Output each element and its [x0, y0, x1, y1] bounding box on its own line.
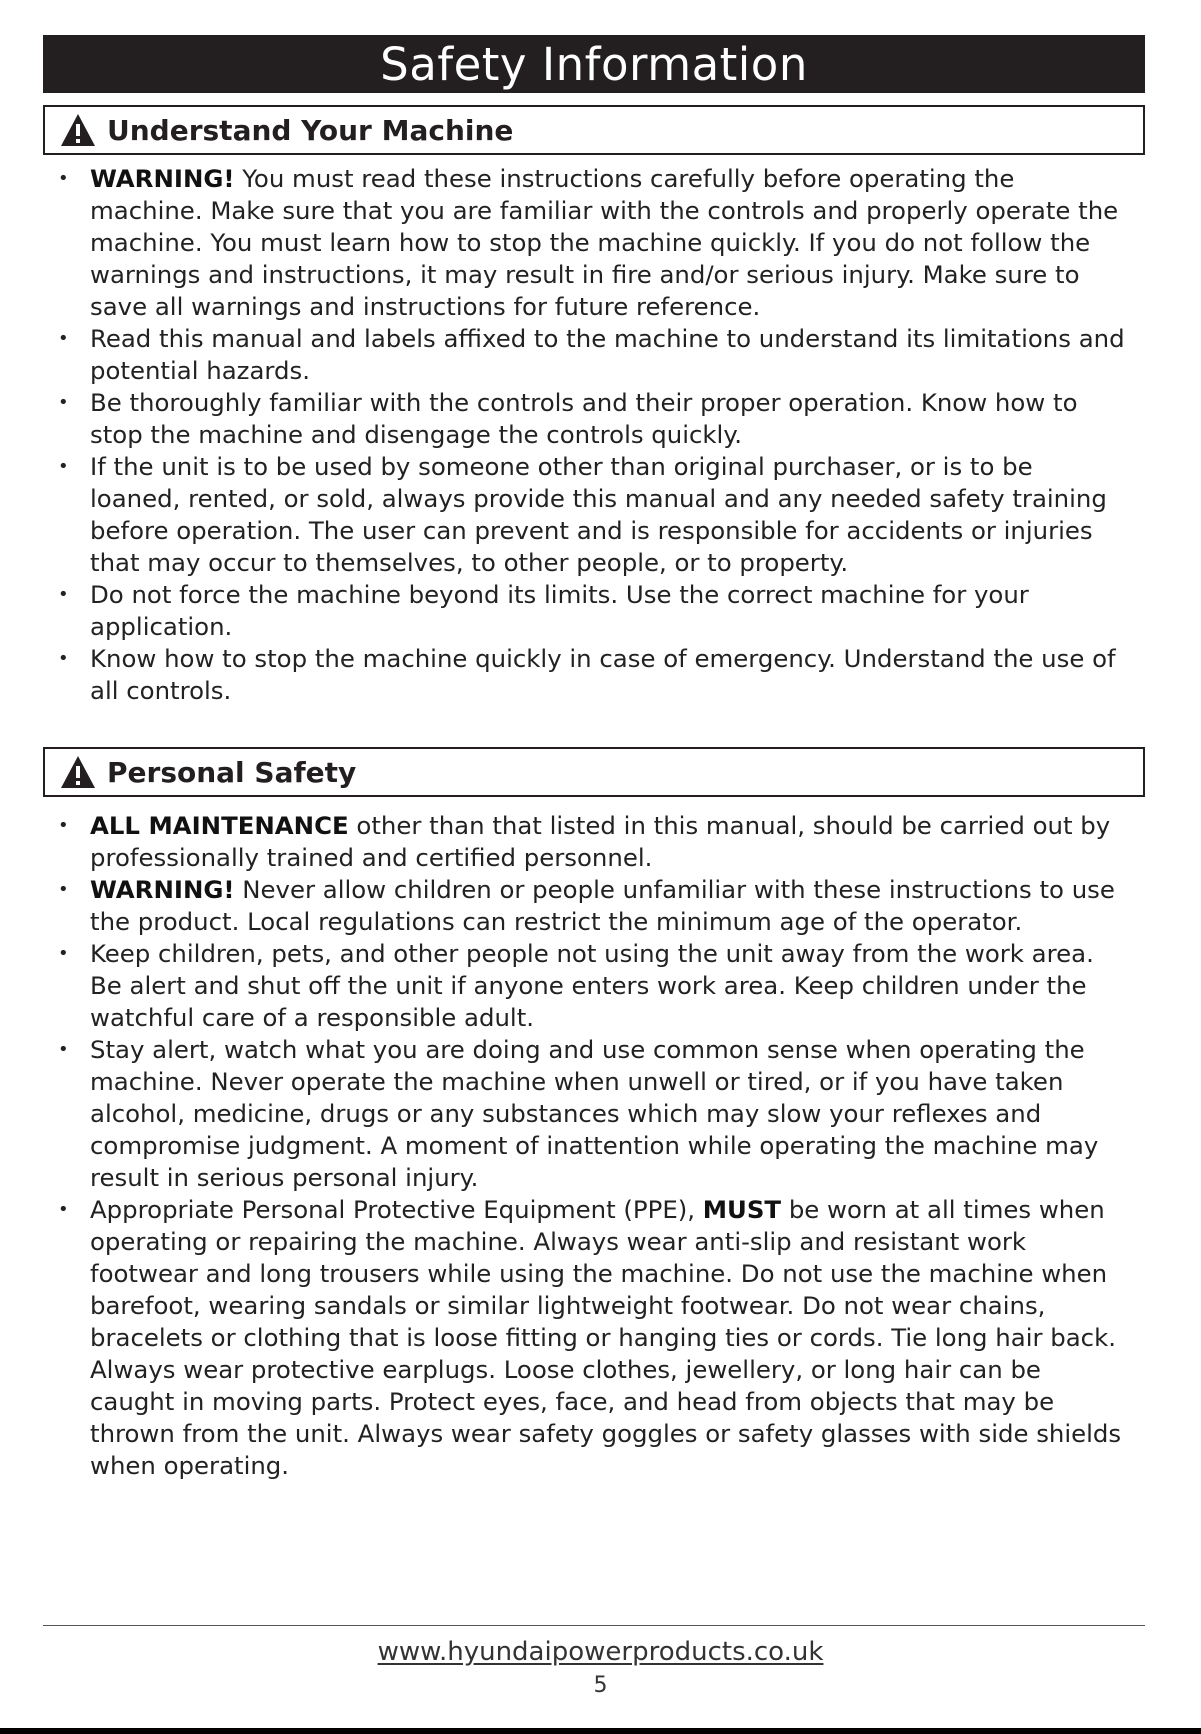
list-item [58, 163, 1130, 323]
footer-website-link[interactable]: www.hyundaipowerproducts.co.uk [377, 1637, 824, 1667]
section-header-personal-safety [43, 747, 1145, 797]
bullet-icon: • [58, 648, 69, 669]
warning-triangle-icon [59, 754, 97, 790]
item-text: Do not force the machine beyond its limits. Use the correct machine for your application. [90, 580, 1029, 641]
bullet-icon: • [58, 168, 69, 189]
item-text: Stay alert, watch what you are doing and use common sense when operating the machine. Never operate the machine when unwell or tired, or if you have taken alcohol, medicine, drugs or any substances which may slow your reflexes and compromise judgment. A moment of inattention while operating the machine may result in serious personal injury. [90, 1035, 1099, 1192]
list-item [58, 579, 1130, 643]
bullet-icon: • [58, 456, 69, 477]
item-lead: WARNING! [90, 875, 235, 904]
page-bottom-edge [0, 1728, 1201, 1734]
list-item [58, 1194, 1130, 1482]
bullet-icon: • [58, 943, 69, 964]
item-text: Read this manual and labels affixed to the machine to understand its limitations and potential hazards. [90, 324, 1125, 385]
list-item [58, 323, 1130, 387]
list-item [58, 810, 1130, 874]
section-title: Understand Your Machine [107, 113, 514, 147]
bullet-icon: • [58, 392, 69, 413]
understand-your-machine-list [58, 163, 1130, 707]
section-header-understand-your-machine [43, 105, 1145, 155]
item-emphasis: MUST [702, 1195, 782, 1224]
item-lead: ALL MAINTENANCE [90, 811, 349, 840]
list-item [58, 387, 1130, 451]
page-title: Safety Information [380, 37, 808, 91]
item-text: Know how to stop the machine quickly in case of emergency. Understand the use of all controls. [90, 644, 1116, 705]
item-text: Appropriate Personal Protective Equipment (PPE), [90, 1195, 703, 1224]
item-text: Be thoroughly familiar with the controls and their proper operation. Know how to stop the machine and disengage the controls quickly. [90, 388, 1078, 449]
page-number: 5 [593, 1673, 608, 1698]
item-text: You must read these instructions carefully before operating the machine. Make sure that you are familiar with the controls and properly operate the machine. You must learn how to stop the machine quickly. If you do not follow the warnings and instructions, it may result in fire and/or serious injury. Make sure to save all warnings and instructions for future reference. [90, 164, 1119, 321]
bullet-icon: • [58, 1039, 69, 1060]
item-text: If the unit is to be used by someone other than original purchaser, or is to be loaned, rented, or sold, always provide this manual and any needed safety training before operation. The user can prevent and is responsible for accidents or injuries that may occur to themselves, to other people, or to property. [90, 452, 1107, 577]
item-text: Keep children, pets, and other people not using the unit away from the work area. Be alert and shut off the unit if anyone enters work area. Keep children under the watchful care of a responsible adult. [90, 939, 1094, 1032]
footer-divider [43, 1625, 1145, 1626]
item-text: other than that listed in this manual, should be carried out by professionally trained and certified personnel. [90, 811, 1111, 872]
bullet-icon: • [58, 815, 69, 836]
bullet-icon: • [58, 584, 69, 605]
list-item [58, 1034, 1130, 1194]
item-lead: WARNING! [90, 164, 235, 193]
section-title: Personal Safety [107, 755, 357, 789]
list-item [58, 938, 1130, 1034]
item-text-tail: be worn at all times when operating or repairing the machine. Always wear anti-slip and resistant work footwear and long trousers while using the machine. Do not use the machine when barefoot, wearing sandals or similar lightweight footwear. Do not wear chains, bracelets or clothing that is loose fitting or hanging ties or cords. Tie long hair back. Always wear protective earplugs. Loose clothes, jewellery, or long hair can be caught in moving parts. Protect eyes, face, and head from objects that may be thrown from the unit. Always wear safety goggles or safety glasses with side shields when operating. [90, 1195, 1122, 1480]
list-item [58, 874, 1130, 938]
page-title-bar [43, 35, 1145, 93]
item-text: Never allow children or people unfamiliar with these instructions to use the product. Local regulations can restrict the minimum age of the operator. [90, 875, 1115, 936]
list-item [58, 451, 1130, 579]
warning-triangle-icon [59, 112, 97, 148]
bullet-icon: • [58, 328, 69, 349]
bullet-icon: • [58, 879, 69, 900]
list-item [58, 643, 1130, 707]
bullet-icon: • [58, 1199, 69, 1220]
personal-safety-list [58, 810, 1130, 1482]
